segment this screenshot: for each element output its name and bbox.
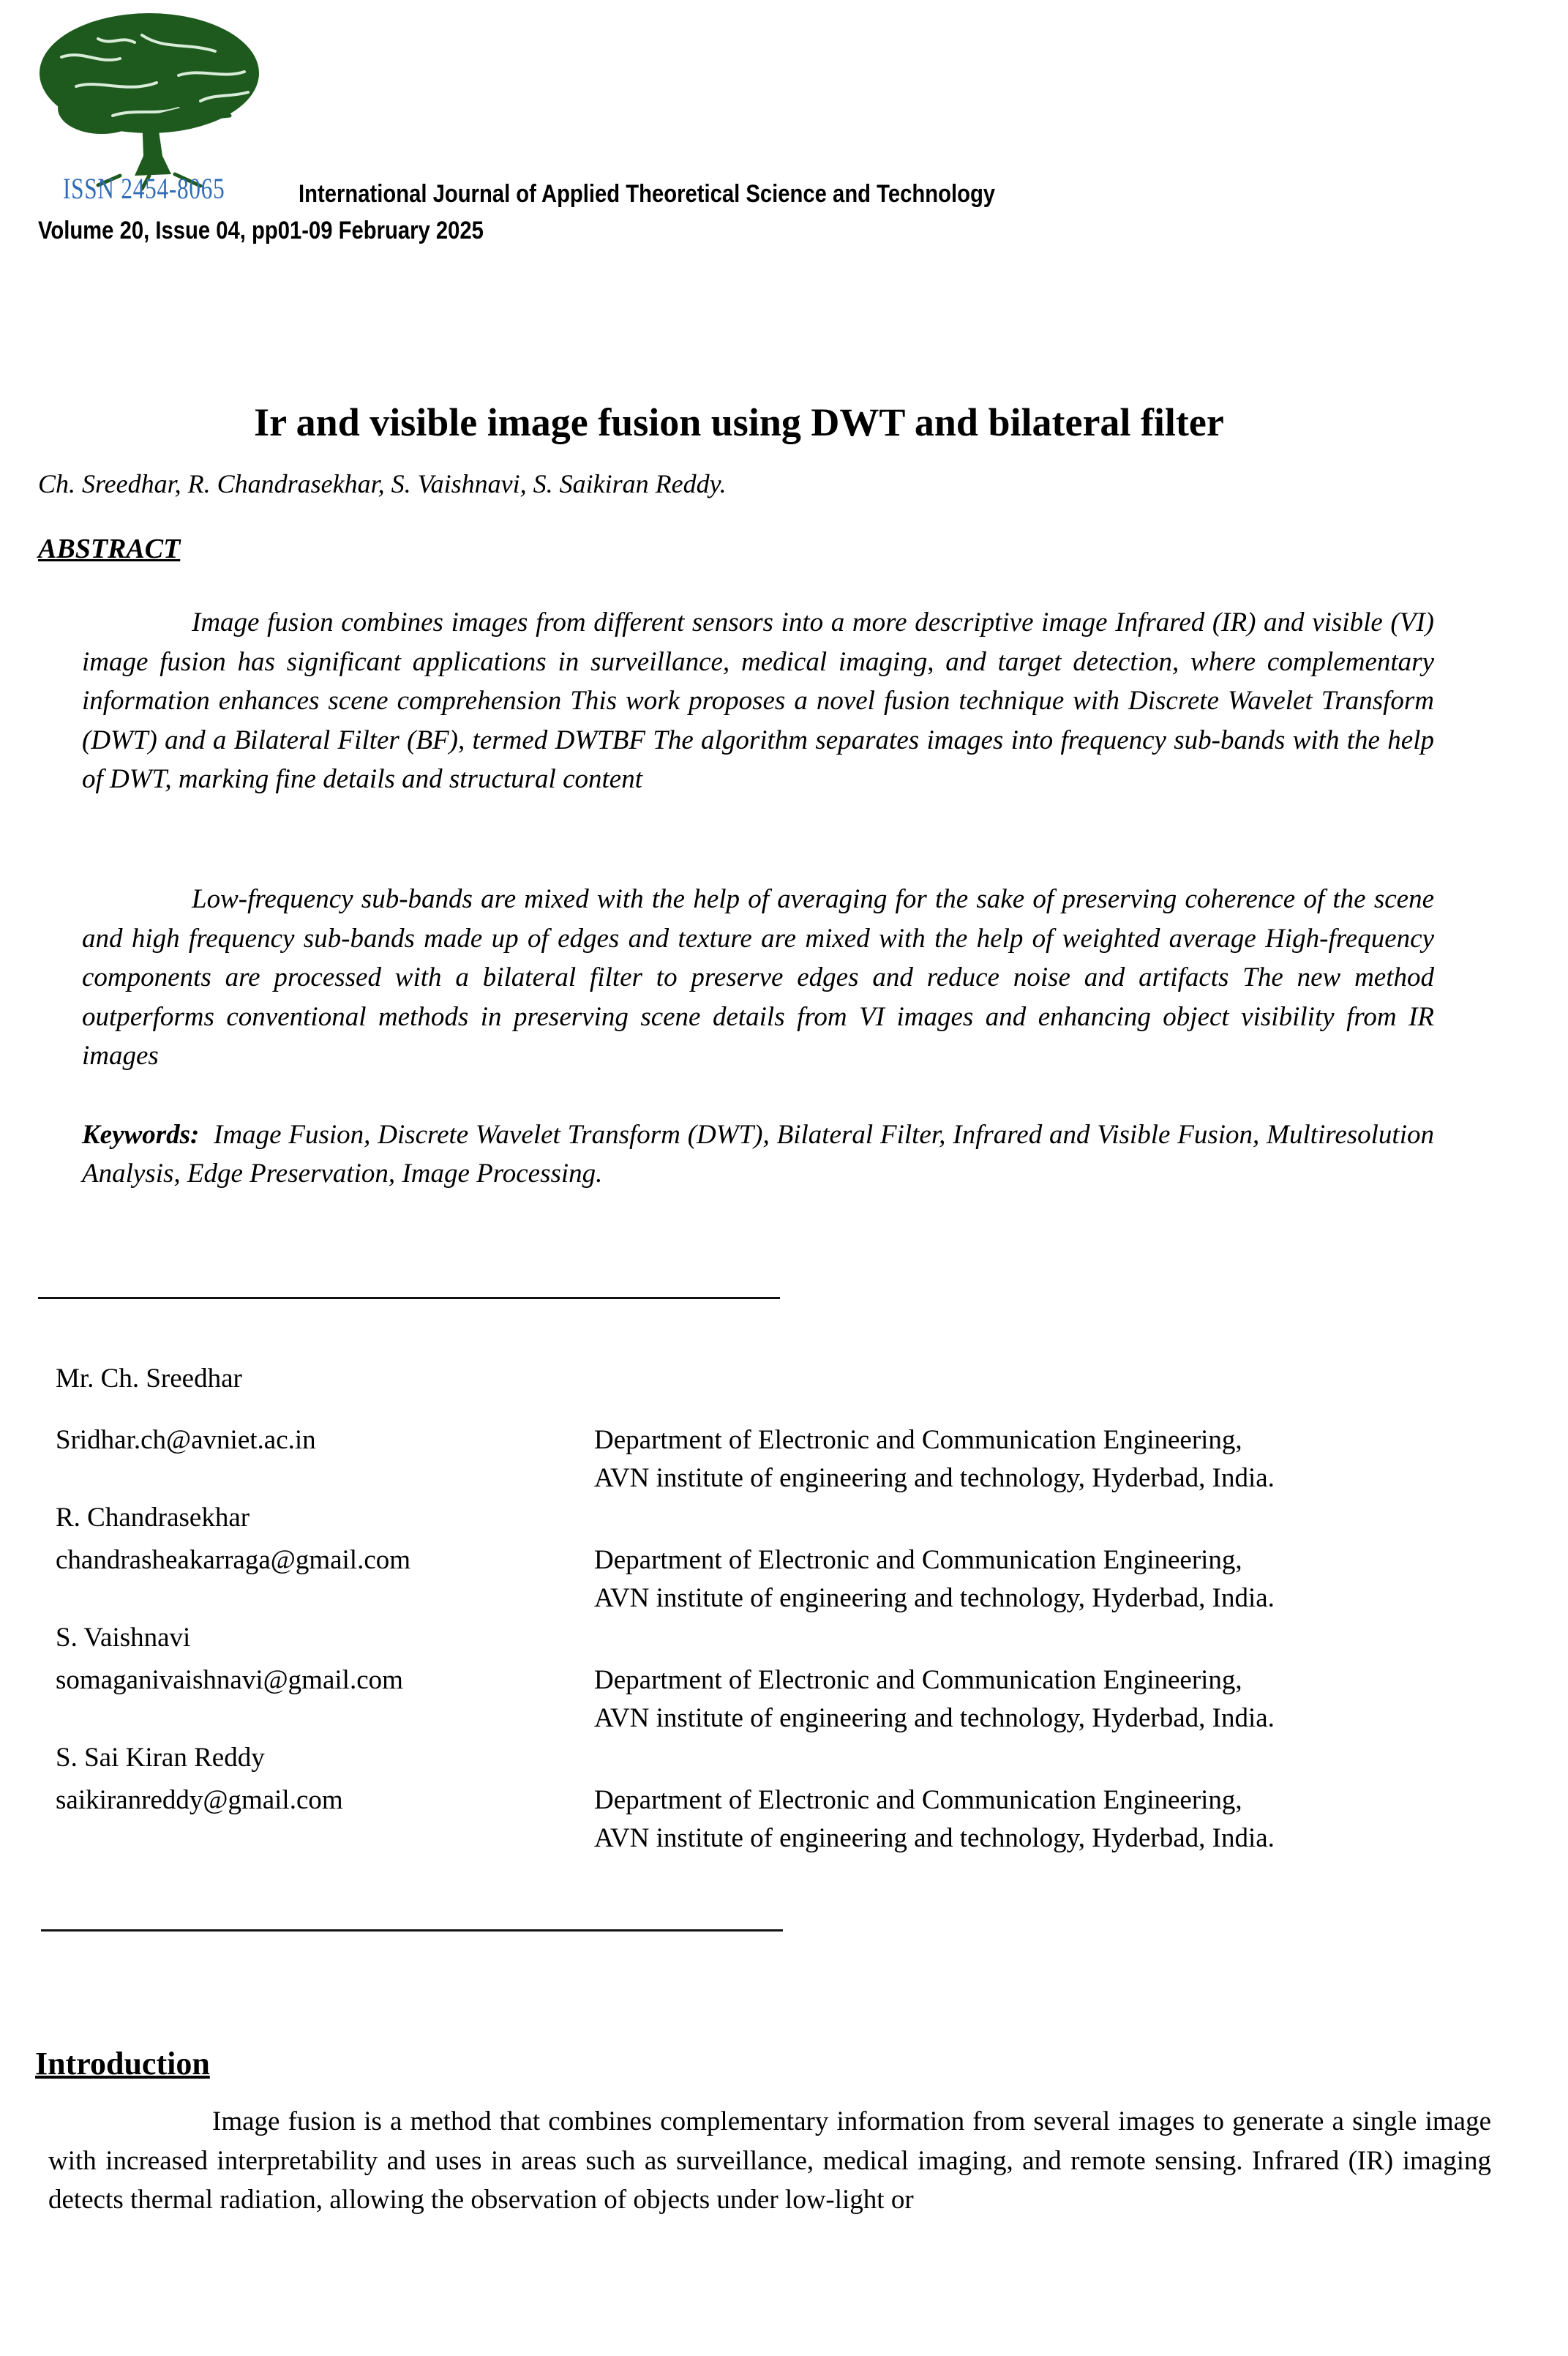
- author-email-4: saikiranreddy@gmail.com: [56, 1785, 343, 1815]
- abstract-heading: ABSTRACT: [38, 534, 181, 564]
- abstract-paragraph-2: Low-frequency sub-bands are mixed with the help of averaging for the sake of preserving coherence of the scene and high frequency sub-bands made up of edges and texture are mixed with the help of weighted average High-frequency components are processed with a bilateral filter to preserve edges and reduce noise and artifacts The new method outperforms conventional methods in preserving scene details from VI images and enhancing object visibility from IR images: [82, 884, 1434, 1071]
- author-affiliation-3: [594, 1661, 1275, 1738]
- author-email-2: chandrasheakarraga@gmail.com: [56, 1545, 411, 1575]
- author-email-1: Sridhar.ch@avniet.ac.in: [56, 1425, 316, 1455]
- journal-name: International Journal of Applied Theoretical Science and Technology: [299, 180, 996, 208]
- introduction-paragraph: Image fusion is a method that combines complementary information from several images to generate a single image with increased interpretability and uses in areas such as surveillance, medical imaging, and remote sensing. Infrared (IR) imaging detects thermal radiation, allowing the observation of objects under low-light or: [48, 2106, 1491, 2215]
- issn-label: ISSN 2454-8065: [63, 172, 225, 205]
- author-affiliation-1: [594, 1421, 1275, 1497]
- author-email-3: somaganivaishnavi@gmail.com: [56, 1665, 403, 1695]
- author-name-2: R. Chandrasekhar: [56, 1503, 250, 1533]
- author-affiliation-2: [594, 1541, 1275, 1618]
- paper-title: Ir and visible image fusion using DWT and bilateral filter: [254, 400, 1224, 444]
- volume-issue-line: Volume 20, Issue 04, pp01-09 February 2025: [38, 217, 484, 244]
- keywords-label: Keywords:: [82, 1120, 200, 1150]
- introduction-heading: Introduction: [35, 2046, 210, 2082]
- affiliation-institute: AVN institute of engineering and technology, Hyderbad, India.: [594, 1703, 1275, 1733]
- affiliation-dept: Department of Electronic and Communication Engineering,: [594, 1425, 1242, 1455]
- keywords-text: Image Fusion, Discrete Wavelet Transform (DWT), Bilateral Filter, Infrared and Visible Fusion, Multiresolution Analysis, Edge Preservation, Image Processing.: [82, 1120, 1434, 1189]
- author-affiliation-4: [594, 1781, 1275, 1858]
- lead-author-name: Mr. Ch. Sreedhar: [56, 1364, 242, 1394]
- affiliation-dept: Department of Electronic and Communication Engineering,: [594, 1545, 1242, 1575]
- affiliation-dept: Department of Electronic and Communication Engineering,: [594, 1785, 1242, 1815]
- affiliation-institute: AVN institute of engineering and technology, Hyderbad, India.: [594, 1463, 1275, 1493]
- author-name-3: S. Vaishnavi: [56, 1623, 191, 1653]
- author-name-4: S. Sai Kiran Reddy: [56, 1743, 265, 1773]
- affiliation-institute: AVN institute of engineering and technology, Hyderbad, India.: [594, 1583, 1275, 1613]
- affiliation-dept: Department of Electronic and Communication Engineering,: [594, 1665, 1242, 1695]
- affiliation-institute: AVN institute of engineering and technology, Hyderbad, India.: [594, 1823, 1275, 1853]
- keywords: [82, 1115, 1434, 1193]
- divider-bottom: [41, 1929, 783, 1931]
- divider-top: [38, 1297, 780, 1299]
- abstract-paragraph-1: Image fusion combines images from different sensors into a more descriptive image Infrared (IR) and visible (VI) image fusion has significant applications in surveillance, medical imaging, and target detection, where complementary information enhances scene comprehension This work proposes a novel fusion technique with Discrete Wavelet Transform (DWT) and a Bilateral Filter (BF), termed DWTBF The algorithm separates images into frequency sub-bands with the help of DWT, marking fine details and structural content: [82, 607, 1434, 794]
- author-list: Ch. Sreedhar, R. Chandrasekhar, S. Vaishnavi, S. Saikiran Reddy.: [38, 469, 727, 498]
